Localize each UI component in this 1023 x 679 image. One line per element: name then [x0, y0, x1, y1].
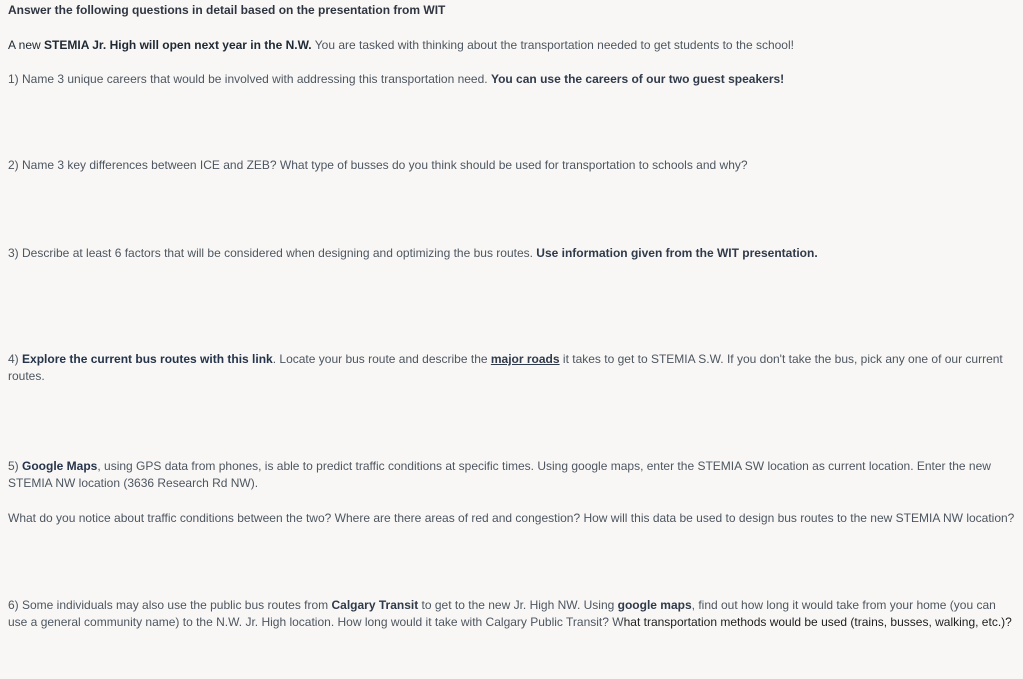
bus-routes-link[interactable]: Explore the current bus routes with this link — [22, 352, 273, 366]
question-6-text-2: to get to the new Jr. High NW. Using — [418, 598, 618, 612]
question-3 — [8, 245, 1015, 262]
major-roads-text: major roads — [490, 352, 560, 366]
google-maps-link[interactable]: Google Maps — [22, 459, 98, 473]
intro-bold: STEMIA Jr. High will open next year in the N.W. — [44, 38, 312, 52]
question-4-text-1: . Locate your bus route and describe the — [272, 352, 491, 366]
intro-paragraph — [8, 37, 1015, 54]
question-2 — [8, 157, 1015, 174]
question-6 — [8, 597, 1015, 631]
question-1 — [8, 71, 1015, 88]
question-5-followup: What do you notice about traffic conditions between the two? Where are there areas of red and congestion? How will this data be used to design bus routes to the new STEMIA NW location? — [8, 511, 1015, 525]
question-5-prefix: 5) — [8, 459, 23, 473]
question-4-text-2: it takes to get to STEMIA S.W. If you don't take the bus, pick any one of our current routes. — [8, 352, 1003, 383]
question-3-bold: Use information given from the WIT presentation. — [536, 246, 818, 260]
calgary-transit-text: Calgary Transit — [331, 598, 419, 612]
question-6-text-3: , find out how long it would take from your home (you can use a general community name) to the N.W. Jr. High location. How long would it take with Calgary Public Transit? W — [8, 598, 996, 629]
question-1-text: 1) Name 3 unique careers that would be involved with addressing this transportation need. — [8, 72, 491, 86]
page-heading: Answer the following questions in detail based on the presentation from WIT — [8, 3, 446, 17]
question-2-text: 2) Name 3 key differences between ICE and ZEB? What type of busses do you think should be used for transportation to schools and why? — [8, 158, 748, 172]
question-6-text-4: hat transportation methods would be used (trains, busses, walking, etc.)? — [623, 615, 1012, 629]
intro-text-2: You are tasked with thinking about the transportation needed to get students to the school! — [311, 38, 794, 52]
question-5-text: , using GPS data from phones, is able to predict traffic conditions at specific times. Using google maps, enter the STEMIA SW location as current location. Enter the new STEMIA NW location (3636 Research Rd NW). — [8, 459, 991, 490]
question-1-bold: You can use the careers of our two guest speakers! — [490, 72, 785, 86]
question-4-prefix: 4) — [8, 352, 23, 366]
question-5 — [8, 458, 1015, 492]
question-3-text: 3) Describe at least 6 factors that will be considered when designing and optimizing the bus routes. — [8, 246, 537, 260]
question-4 — [8, 351, 1015, 385]
question-6-text-1: 6) Some individuals may also use the public bus routes from — [8, 598, 332, 612]
intro-text-1: A new — [8, 38, 45, 52]
google-maps-text: google maps — [617, 598, 692, 612]
